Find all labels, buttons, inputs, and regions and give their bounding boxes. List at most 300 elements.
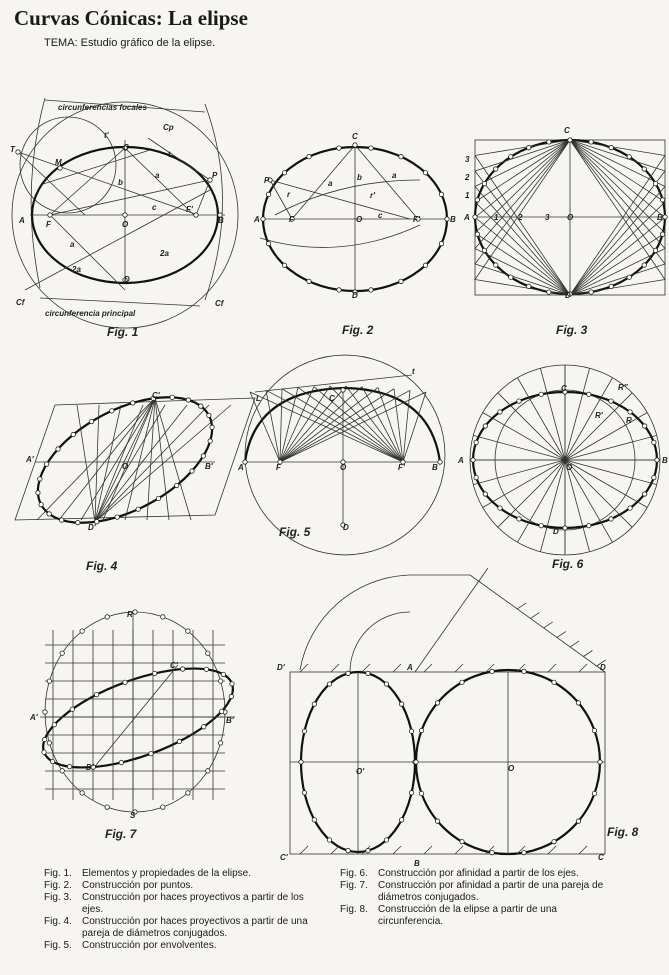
- fig5-label-D: D: [343, 523, 349, 532]
- construction-point: [527, 145, 531, 149]
- fig2-label-D: D: [352, 291, 358, 300]
- construction-point: [628, 410, 632, 414]
- caption-text: Construcción por puntos.: [82, 880, 194, 891]
- fig8-label-C: C: [598, 853, 604, 862]
- construction-point: [399, 154, 403, 158]
- construction-point: [346, 671, 350, 675]
- construction-line: [565, 460, 632, 527]
- construction-point: [423, 171, 427, 175]
- construction-point: [261, 217, 265, 221]
- construction-line: [424, 664, 432, 672]
- construction-point: [199, 404, 203, 408]
- construction-line: [300, 846, 308, 854]
- construction-line: [475, 171, 570, 295]
- construction-point: [161, 615, 165, 619]
- construction-line: [475, 140, 570, 156]
- fig1-label-T: T: [10, 145, 15, 154]
- construction-point: [208, 439, 212, 443]
- construction-line: [280, 386, 330, 462]
- page-subtitle: TEMA: Estudio gráfico de la elipse.: [44, 37, 216, 49]
- fig5-label-B: B: [432, 463, 438, 472]
- construction-line: [95, 405, 121, 522]
- construction-point: [498, 506, 502, 510]
- construction-point: [409, 729, 413, 733]
- construction-point: [483, 492, 487, 496]
- construction-point: [490, 850, 494, 854]
- fig1-label-focal: circunferencias focales: [58, 103, 147, 112]
- fig6-caption: Fig. 6: [552, 557, 584, 571]
- construction-line: [570, 140, 665, 280]
- fig5-label-L: L: [256, 394, 261, 403]
- construction-point: [439, 192, 443, 196]
- fig2-caption: Fig. 2: [342, 323, 374, 337]
- construction-line: [280, 389, 394, 462]
- fig1-label-t-prime: t': [104, 131, 109, 140]
- construction-point: [576, 701, 580, 705]
- construction-point: [207, 413, 211, 417]
- construction-point: [119, 760, 123, 764]
- construction-point: [230, 682, 234, 686]
- construction-point: [80, 791, 84, 795]
- fig4-caption: Fig. 4: [86, 559, 118, 573]
- construction-point: [642, 424, 646, 428]
- construction-point: [206, 769, 210, 773]
- construction-line: [266, 390, 280, 462]
- construction-point: [563, 526, 567, 530]
- fig1-label-F-prime: F': [186, 205, 193, 214]
- construction-point: [170, 395, 174, 399]
- fig2-label-c: c: [378, 211, 383, 220]
- construction-line: [570, 140, 665, 156]
- caption-num: Fig. 2.: [44, 880, 72, 891]
- construction-point: [589, 140, 593, 144]
- construction-point: [399, 702, 403, 706]
- construction-point: [44, 462, 48, 466]
- fig3-label-A: A: [464, 213, 470, 222]
- fig5-label-A: A: [238, 463, 244, 472]
- construction-point: [16, 150, 20, 154]
- construction-point: [539, 523, 543, 527]
- construction-line: [570, 140, 665, 187]
- construction-line: [570, 233, 665, 295]
- construction-line: [475, 140, 570, 233]
- fig4-label-A-prime: A': [26, 455, 34, 464]
- fig6-label-R: R: [626, 416, 632, 425]
- construction-point: [609, 284, 613, 288]
- construction-point: [131, 401, 135, 405]
- fig6-label-B: B: [662, 456, 668, 465]
- construction-line: [475, 140, 570, 249]
- construction-point: [210, 425, 214, 429]
- fig5-label-F: F: [276, 463, 281, 472]
- construction-line: [298, 387, 403, 462]
- construction-point: [653, 248, 657, 252]
- construction-point: [483, 424, 487, 428]
- construction-point: [327, 838, 331, 842]
- construction-line: [280, 386, 346, 462]
- construction-point: [627, 275, 631, 279]
- construction-line: [95, 405, 165, 522]
- construction-point: [494, 167, 498, 171]
- construction-point: [587, 523, 591, 527]
- fig1-label-M: M: [55, 158, 62, 167]
- construction-point: [660, 232, 664, 236]
- construction-point: [186, 398, 190, 402]
- construction-point: [652, 475, 656, 479]
- construction-line: [530, 612, 539, 618]
- fig2-label-a: a: [328, 179, 333, 188]
- fig1-label-P: P: [212, 171, 218, 180]
- construction-point: [482, 248, 486, 252]
- construction-line: [95, 405, 187, 522]
- construction-point: [161, 805, 165, 809]
- fig7-label-A-prime: A': [30, 713, 38, 722]
- construction-point: [598, 760, 602, 764]
- construction-line: [475, 187, 570, 296]
- construction-line: [331, 846, 339, 854]
- fig1-label-Cp: Cp: [163, 123, 174, 132]
- fig2-label-a2: a: [392, 171, 397, 180]
- fig4-label-C-prime: C': [152, 391, 160, 400]
- construction-point: [663, 215, 667, 219]
- fig4: [15, 371, 255, 548]
- fig8-label-B: B: [414, 859, 420, 868]
- fig1-label-c: c: [152, 203, 157, 212]
- fig8: [290, 568, 605, 854]
- fig2-label-B: B: [450, 215, 456, 224]
- construction-line: [544, 622, 553, 628]
- construction-point: [509, 155, 513, 159]
- construction-point: [653, 181, 657, 185]
- construction-line: [475, 264, 570, 295]
- construction-point: [194, 213, 198, 217]
- construction-point: [474, 440, 478, 444]
- fig5-label-O: O: [340, 463, 347, 472]
- construction-line: [570, 641, 579, 647]
- construction-point: [627, 155, 631, 159]
- construction-point: [123, 680, 127, 684]
- construction-line: [393, 846, 401, 854]
- construction-line: [475, 233, 570, 295]
- construction-point: [221, 672, 225, 676]
- construction-line: [475, 140, 570, 171]
- construction-line: [475, 140, 570, 280]
- construction-point: [48, 213, 52, 217]
- fig4-label-D-prime: D': [88, 523, 96, 532]
- fig2-label-r-prime: r': [370, 191, 376, 200]
- construction-point: [202, 725, 206, 729]
- fig2-label-P: P: [264, 176, 270, 185]
- construction-point: [353, 143, 357, 147]
- fig3-caption: Fig. 3: [556, 323, 588, 337]
- caption-row: [44, 880, 312, 892]
- construction-line: [331, 664, 339, 672]
- construction-point: [327, 682, 331, 686]
- construction-point: [89, 419, 93, 423]
- construction-point: [445, 217, 449, 221]
- construction-point: [568, 138, 572, 142]
- construction-line: [393, 664, 401, 672]
- caption-text: Construcción por haces proyectivos a partir de los ejes.: [82, 892, 304, 915]
- construction-line: [548, 846, 556, 854]
- fig2-label-F: F: [289, 215, 294, 224]
- fig3-label-D: D: [565, 291, 571, 300]
- fig6-label-O: O: [566, 463, 573, 472]
- fig2-label-A: A: [254, 215, 260, 224]
- construction-point: [149, 752, 153, 756]
- construction-point: [517, 399, 521, 403]
- construction-line: [475, 140, 570, 264]
- construction-point: [201, 454, 205, 458]
- fig1-label-Cf: Cf: [16, 298, 25, 307]
- construction-point: [482, 181, 486, 185]
- construction-point: [39, 502, 43, 506]
- fig1-label-a2: a: [70, 240, 75, 249]
- construction-point: [471, 458, 475, 462]
- construction-point: [527, 284, 531, 288]
- construction-point: [218, 679, 222, 683]
- construction-point: [609, 145, 613, 149]
- construction-point: [609, 517, 613, 521]
- construction-point: [307, 279, 311, 283]
- fig3-label-O: O: [567, 213, 574, 222]
- fig4-label-O: O: [122, 462, 129, 471]
- construction-point: [660, 198, 664, 202]
- fig1-label-F: F: [46, 220, 51, 229]
- construction-line: [570, 249, 665, 296]
- construction-point: [181, 667, 185, 671]
- construction-point: [190, 469, 194, 473]
- construction-point: [186, 791, 190, 795]
- caption-row: [340, 880, 622, 904]
- fig7-label-B-prime: B': [226, 716, 234, 725]
- construction-point: [547, 140, 551, 144]
- construction-line: [498, 393, 565, 460]
- construction-line: [473, 460, 565, 485]
- construction-point: [312, 702, 316, 706]
- construction-point: [552, 680, 556, 684]
- fig8-label-D: D: [600, 663, 606, 672]
- construction-point: [43, 710, 47, 714]
- fig8-label-C-prime: C': [280, 853, 288, 862]
- fig7-caption: Fig. 7: [105, 827, 137, 841]
- construction-line: [570, 140, 665, 171]
- construction-point: [475, 198, 479, 202]
- caption-row: [44, 868, 312, 880]
- fig2-label-b: b: [357, 173, 362, 182]
- construction-point: [206, 651, 210, 655]
- construction-point: [56, 447, 60, 451]
- construction-point: [204, 667, 208, 671]
- fig1-label-B: B: [218, 216, 224, 225]
- construction-point: [399, 279, 403, 283]
- construction-point: [460, 680, 464, 684]
- construction-line: [540, 460, 565, 552]
- construction-line: [155, 398, 169, 520]
- construction-point: [366, 671, 370, 675]
- construction-point: [369, 146, 373, 150]
- fig3-label-C: C: [564, 126, 570, 135]
- fig3-label-i2: 2: [518, 213, 523, 222]
- caption-text: Construcción de la elipse a partir de una circunferencia.: [378, 904, 557, 927]
- construction-point: [266, 241, 270, 245]
- construction-line: [570, 171, 665, 295]
- construction-point: [186, 629, 190, 633]
- construction-point: [337, 146, 341, 150]
- construction-point: [587, 392, 591, 396]
- construction-point: [50, 759, 54, 763]
- construction-point: [59, 518, 63, 522]
- construction-line: [565, 368, 590, 460]
- construction-point: [475, 232, 479, 236]
- construction-point: [177, 739, 181, 743]
- construction-line: [570, 280, 665, 296]
- fig3-label-1: 1: [465, 191, 470, 200]
- construction-line: [95, 405, 143, 522]
- fig2-label-C: C: [352, 132, 358, 141]
- construction-point: [136, 507, 140, 511]
- construction-point: [133, 610, 137, 614]
- fig2-label-O: O: [356, 215, 363, 224]
- construction-line: [475, 140, 570, 218]
- construction-line: [540, 368, 565, 460]
- construction-line: [579, 664, 587, 672]
- construction-point: [219, 709, 223, 713]
- construction-line: [557, 631, 566, 637]
- construction-point: [474, 475, 478, 479]
- caption-text: Construcción por afinidad a partir de los ejes.: [378, 868, 579, 879]
- construction-line: [570, 202, 665, 295]
- construction-point: [346, 848, 350, 852]
- fig7-label-R: R: [127, 610, 133, 619]
- construction-point: [409, 791, 413, 795]
- construction-point: [652, 440, 656, 444]
- construction-point: [282, 263, 286, 267]
- fig1-label-Cf-b: Cf: [215, 299, 224, 308]
- fig6-label-D: D: [553, 527, 559, 536]
- construction-point: [539, 392, 543, 396]
- construction-point: [494, 263, 498, 267]
- fig6-label-R2: R'': [618, 383, 628, 392]
- construction-point: [369, 288, 373, 292]
- construction-line: [362, 664, 370, 672]
- construction-line: [475, 280, 570, 296]
- construction-line: [498, 460, 565, 527]
- construction-point: [229, 694, 233, 698]
- construction-point: [52, 722, 56, 726]
- fig2-label-r: r: [287, 190, 291, 199]
- caption-row: [340, 904, 622, 928]
- fig3-label-2: 2: [465, 173, 470, 182]
- construction-point: [47, 741, 51, 745]
- construction-point: [299, 760, 303, 764]
- construction-point: [655, 458, 659, 462]
- construction-point: [67, 764, 71, 768]
- construction-line: [570, 156, 665, 296]
- caption-text: Elementos y propiedades de la elipse.: [82, 868, 251, 879]
- construction-point: [36, 491, 40, 495]
- fig1-label-2a: 2a: [72, 265, 81, 274]
- fig8-label-D-prime: D': [277, 663, 285, 672]
- construction-point: [302, 791, 306, 795]
- construction-line: [475, 202, 570, 295]
- construction-point: [218, 741, 222, 745]
- caption-num: Fig. 4.: [44, 916, 72, 927]
- construction-line: [579, 846, 587, 854]
- construction-point: [423, 263, 427, 267]
- caption-row: [340, 868, 622, 880]
- fig5-label-C: C: [329, 394, 335, 403]
- fig1-caption: Fig. 1: [107, 325, 139, 339]
- fig7-label-C-prime: C': [170, 661, 178, 670]
- construction-line: [548, 664, 556, 672]
- construction-line: [473, 435, 565, 460]
- construction-line: [455, 664, 463, 672]
- construction-point: [60, 769, 64, 773]
- construction-point: [105, 805, 109, 809]
- construction-point: [60, 651, 64, 655]
- construction-point: [174, 483, 178, 487]
- fig1-label-D: D: [124, 275, 130, 284]
- construction-line: [565, 393, 632, 460]
- fig1-label-principal: circunferencia principal: [45, 309, 136, 318]
- construction-point: [123, 213, 127, 217]
- fig1-label-b: b: [118, 178, 123, 187]
- construction-point: [110, 409, 114, 413]
- construction-point: [435, 701, 439, 705]
- construction-point: [302, 729, 306, 733]
- construction-point: [337, 288, 341, 292]
- construction-point: [115, 515, 119, 519]
- construction-point: [156, 496, 160, 500]
- construction-point: [473, 215, 477, 219]
- fig7-label-D-prime: D': [86, 763, 94, 772]
- fig1-label-A: A: [19, 216, 25, 225]
- construction-line: [475, 156, 570, 296]
- fig8-label-A: A: [407, 663, 413, 672]
- construction-point: [341, 388, 345, 392]
- construction-point: [517, 517, 521, 521]
- construction-line: [475, 249, 570, 296]
- construction-point: [152, 671, 156, 675]
- construction-line: [570, 140, 665, 233]
- captions-right: [340, 868, 622, 928]
- construction-point: [490, 669, 494, 673]
- construction-line: [570, 187, 665, 296]
- caption-num: Fig. 5.: [44, 940, 72, 951]
- construction-point: [282, 171, 286, 175]
- construction-point: [589, 290, 593, 294]
- construction-point: [399, 818, 403, 822]
- fig8-label-O: O: [508, 764, 515, 773]
- construction-point: [71, 432, 75, 436]
- construction-point: [498, 410, 502, 414]
- construction-point: [105, 615, 109, 619]
- fig7-label-S: S: [130, 811, 136, 820]
- caption-num: Fig. 6.: [340, 868, 368, 879]
- construction-line: [250, 392, 280, 462]
- construction-point: [42, 737, 46, 741]
- caption-num: Fig. 8.: [340, 904, 368, 915]
- construction-point: [80, 629, 84, 633]
- construction-point: [460, 839, 464, 843]
- construction-point: [94, 692, 98, 696]
- construction-point: [307, 154, 311, 158]
- construction-point: [509, 275, 513, 279]
- fig1-label-O: O: [122, 220, 129, 229]
- construction-point: [384, 682, 388, 686]
- construction-point: [419, 791, 423, 795]
